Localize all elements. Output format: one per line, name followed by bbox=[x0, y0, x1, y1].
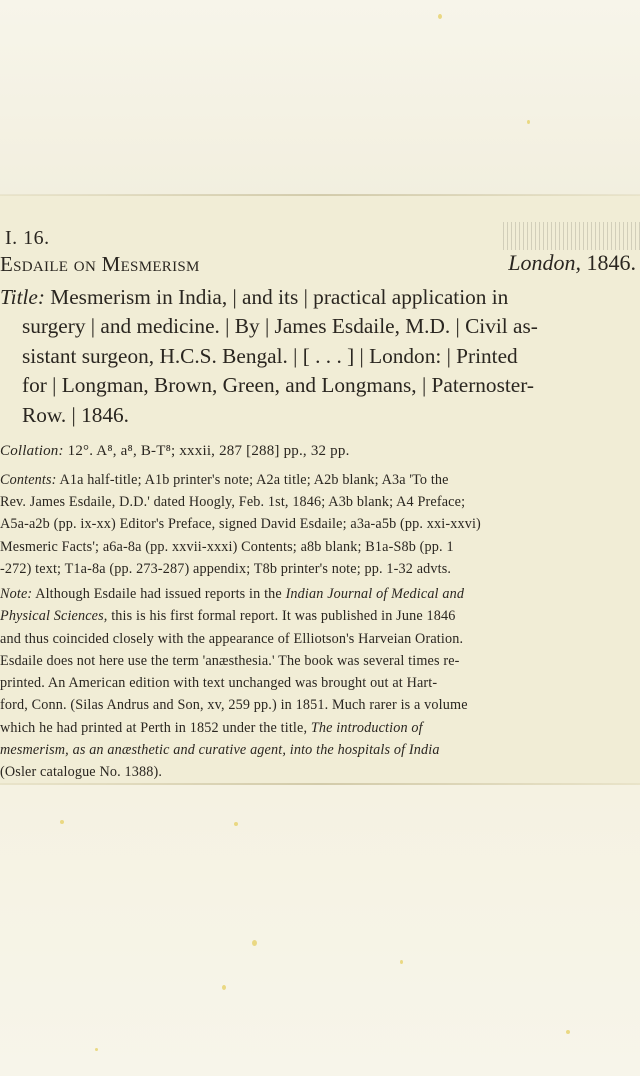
title-line: surgery | and medicine. | By | James Esdaile, M.D. | Civil as- bbox=[22, 314, 538, 339]
paper-speck bbox=[566, 1030, 570, 1034]
paper-speck bbox=[234, 822, 238, 826]
journal-title-cont: Physical Sciences, bbox=[0, 608, 108, 625]
journal-title: Indian Journal of Medical and bbox=[285, 586, 465, 602]
book-title-cont: mesmerism, as an anæsthetic and curative agent, into the hospitals of India bbox=[0, 742, 440, 759]
note-line: ford, Conn. (Silas Andrus and Son, xv, 259 pp.) in 1851. Much rarer is a volume bbox=[0, 697, 468, 714]
paper-speck bbox=[252, 940, 257, 946]
note-line: (Osler catalogue No. 1388). bbox=[0, 764, 163, 781]
note-line bbox=[0, 739, 640, 761]
collation-label: Collation: bbox=[0, 443, 64, 459]
title-label: Title: bbox=[0, 285, 45, 309]
title-transcription bbox=[0, 283, 640, 430]
title-line: for | Longman, Brown, Green, and Longmans, | Paternoster- bbox=[22, 373, 534, 398]
entry-imprint bbox=[508, 250, 636, 276]
collation-line: Collation: 12°. A⁸, a⁸, B-T⁸; xxxii, 287 [288] pp., 32 pp. bbox=[0, 443, 350, 459]
title-line: Title: Mesmerism in India, | and its | practical application in bbox=[0, 285, 509, 309]
note-line: Esdaile does not here use the term 'anæsthesia.' The book was several times re- bbox=[0, 652, 460, 669]
paper-speck bbox=[527, 120, 530, 124]
paper-speck bbox=[400, 960, 403, 964]
note-line: which he had printed at Perth in 1852 under the title, The introduction of bbox=[0, 719, 423, 736]
imprint-place: London, bbox=[508, 250, 581, 275]
note-line: Physical Sciences, this is his first formal report. It was published in June 1846 bbox=[0, 608, 456, 625]
paper-speck bbox=[60, 820, 64, 824]
bleed-through-mark bbox=[500, 222, 640, 250]
paper-speck bbox=[438, 14, 442, 19]
paper-top-region bbox=[0, 0, 640, 195]
title-line: Row. | 1846. bbox=[22, 402, 130, 427]
note-line: Note: Although Esdaile had issued reports in the Indian Journal of Medical and bbox=[0, 586, 465, 602]
imprint-year: 1846. bbox=[581, 250, 636, 275]
contents-label: Contents: bbox=[0, 472, 57, 488]
note-line: and thus coincided closely with the appearance of Elliotson's Harveian Oration. bbox=[0, 630, 464, 647]
contents-line: Contents: A1a half-title; A1b printer's note; A2a title; A2b blank; A3a 'To the bbox=[0, 472, 449, 488]
paper-speck bbox=[222, 985, 226, 990]
paper-speck bbox=[95, 1048, 98, 1051]
note-line: printed. An American edition with text unchanged was brought out at Hart- bbox=[0, 675, 438, 692]
book-title: The introduction of bbox=[310, 719, 423, 736]
contents-line: Rev. James Esdaile, D.D.' dated Hoogly, Feb. 1st, 1846; A3b blank; A4 Preface; bbox=[0, 494, 466, 511]
contents-line: -272) text; T1a-8a (pp. 273-287) appendix; T8b printer's note; pp. 1-32 advts. bbox=[0, 560, 452, 577]
paper-edge-top bbox=[0, 194, 640, 196]
contents-paragraph bbox=[0, 469, 640, 580]
title-line: sistant surgeon, H.C.S. Bengal. | [ . . . ] | London: | Printed bbox=[22, 343, 518, 368]
contents-line: A5a-a2b (pp. ix-xx) Editor's Preface, signed David Esdaile; a3a-a5b (pp. xxi-xxvi) bbox=[0, 516, 481, 533]
note-paragraph bbox=[0, 583, 640, 784]
entry-heading: Esdaile on Mesmerism bbox=[0, 252, 200, 276]
contents-line: Mesmeric Facts'; a6a-8a (pp. xxvii-xxxi) Contents; a8b blank; B1a-S8b (pp. 1 bbox=[0, 538, 454, 555]
entry-number: I. 16. bbox=[5, 227, 50, 249]
paper-bottom-region bbox=[0, 785, 640, 1076]
note-label: Note: bbox=[0, 586, 33, 602]
